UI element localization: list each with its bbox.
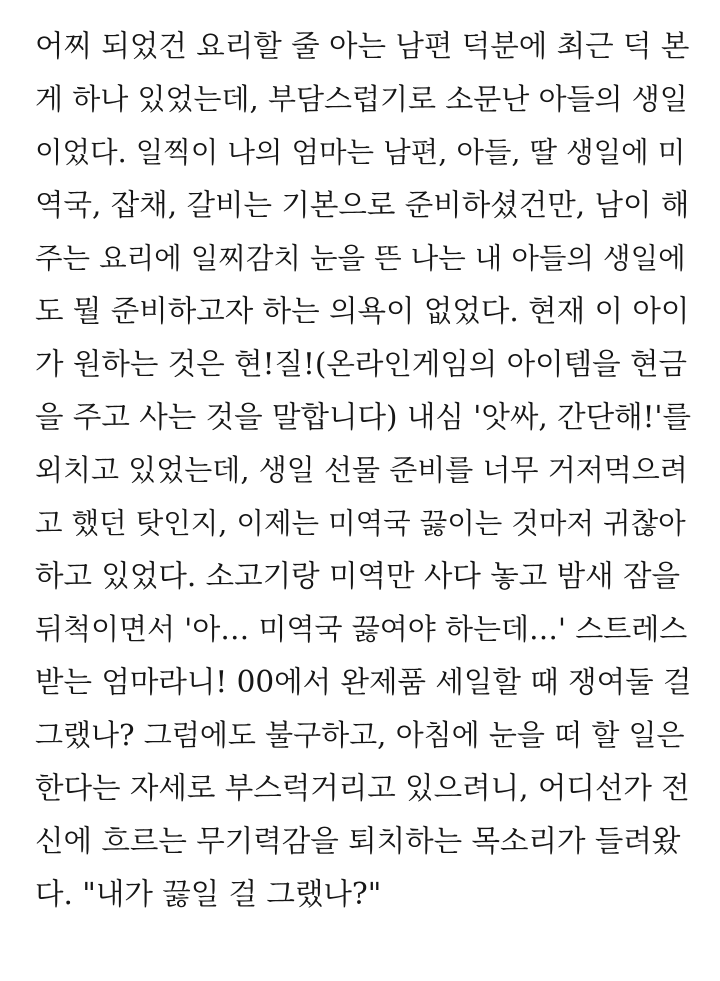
text-line: 게 하나 있었는데, 부담스럽기로 소문난 아들의 생일 (35, 82, 688, 116)
text-line: 그랬나? 그럼에도 불구하고, 아침에 눈을 떠 할 일은 (35, 718, 685, 752)
text-line: 가 원하는 것은 현!질!(온라인게임의 아이템을 현금 (35, 347, 688, 381)
text-line: 받는 엄마라니! 00에서 완제품 세일할 때 쟁여둘 걸 (35, 665, 692, 699)
text-line: 외치고 있었는데, 생일 선물 준비를 너무 거저먹으려 (35, 453, 688, 487)
text-line: 을 주고 사는 것을 말합니다) 내심 '앗싸, 간단해!'를 (35, 400, 692, 434)
text-line: 신에 흐르는 무기력감을 퇴치하는 목소리가 들려왔 (35, 824, 681, 858)
text-line: 어찌 되었건 요리할 줄 아는 남편 덕분에 최근 덕 본 (35, 29, 690, 63)
body-paragraph (35, 20, 695, 921)
text-line: 하고 있었다. 소고기랑 미역만 사다 놓고 밤새 잠을 (35, 559, 680, 593)
text-line: 한다는 자세로 부스럭거리고 있으려니, 어디선가 전 (35, 771, 690, 805)
text-line: 도 뭘 준비하고자 하는 의욕이 없었다. 현재 이 아이 (35, 294, 690, 328)
text-line: 고 했던 탓인지, 이제는 미역국 끓이는 것마저 귀찮아 (35, 507, 686, 540)
text-line: 역국, 잡채, 갈비는 기본으로 준비하셨건만, 남이 해 (35, 188, 690, 222)
text-line: 이었다. 일찍이 나의 엄마는 남편, 아들, 딸 생일에 미 (35, 136, 686, 169)
text-line: 뒤척이면서 '아… 미역국 끓여야 하는데…' 스트레스 (35, 612, 688, 646)
text-line: 주는 요리에 일찌감치 눈을 뜬 나는 내 아들의 생일에 (35, 242, 686, 275)
text-line: 다. "내가 끓일 걸 그랬나?" (35, 877, 382, 911)
